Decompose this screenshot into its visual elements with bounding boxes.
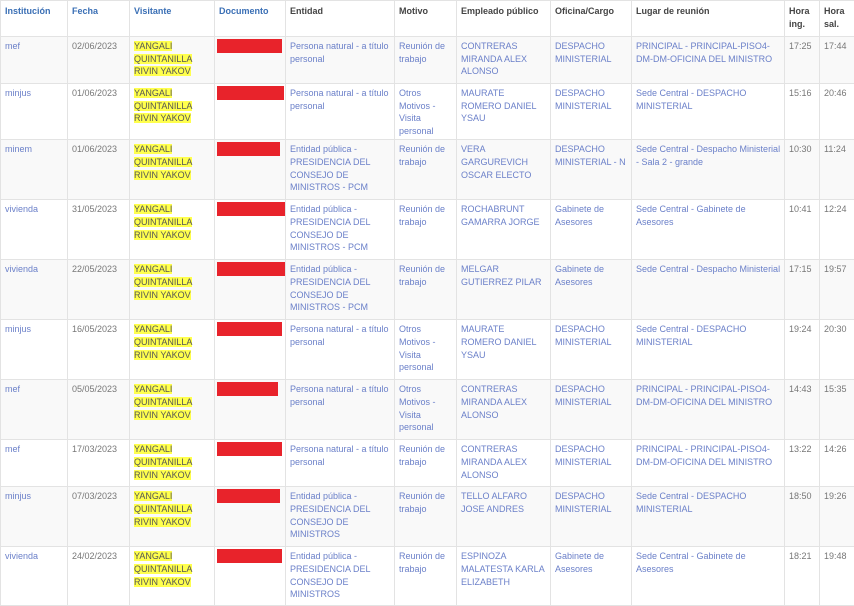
column-header-oficina: Oficina/Cargo <box>551 1 632 37</box>
document-cell <box>215 37 286 84</box>
institucion-cell[interactable]: minjus <box>1 84 68 140</box>
meeting-place-cell: Sede Central - DESPACHO MINISTERIAL <box>632 487 785 547</box>
reason-cell: Reunión de trabajo <box>395 547 457 606</box>
time-out-cell: 14:26 <box>820 440 854 487</box>
highlighted-visitor-name: YANGALI QUINTANILLA RIVIN YAKOV <box>134 384 192 419</box>
date-cell: 01/06/2023 <box>68 140 130 200</box>
employee-cell: MAURATE ROMERO DANIEL YSAU <box>457 84 551 140</box>
column-header-institucion[interactable]: Institución <box>1 1 68 37</box>
table-row <box>1 487 854 547</box>
time-in-cell: 18:50 <box>785 487 820 547</box>
entity-cell: Entidad pública - PRESIDENCIA DEL CONSEJO DE MINISTROS - PCM <box>286 260 395 320</box>
document-cell <box>215 487 286 547</box>
table-row <box>1 547 854 606</box>
office-cell: DESPACHO MINISTERIAL <box>551 380 632 440</box>
time-in-cell: 14:43 <box>785 380 820 440</box>
employee-cell: ROCHABRUNT GAMARRA JORGE <box>457 200 551 260</box>
document-cell <box>215 200 286 260</box>
highlighted-visitor-name: YANGALI QUINTANILLA RIVIN YAKOV <box>134 551 192 586</box>
document-cell <box>215 84 286 140</box>
employee-cell: CONTRERAS MIRANDA ALEX ALONSO <box>457 440 551 487</box>
entity-cell: Entidad pública - PRESIDENCIA DEL CONSEJO DE MINISTROS <box>286 547 395 606</box>
date-cell: 22/05/2023 <box>68 260 130 320</box>
redacted-document-block <box>217 39 282 53</box>
entity-cell: Entidad pública - PRESIDENCIA DEL CONSEJO DE MINISTROS - PCM <box>286 200 395 260</box>
date-cell: 16/05/2023 <box>68 320 130 380</box>
meeting-place-cell: Sede Central - DESPACHO MINISTERIAL <box>632 320 785 380</box>
entity-cell: Persona natural - a título personal <box>286 440 395 487</box>
visitor-name-cell <box>130 37 215 84</box>
entity-cell: Persona natural - a título personal <box>286 37 395 84</box>
employee-cell: VERA GARGUREVICH OSCAR ELECTO <box>457 140 551 200</box>
document-cell <box>215 140 286 200</box>
office-cell: Gabinete de Asesores <box>551 260 632 320</box>
institucion-cell[interactable]: vivienda <box>1 200 68 260</box>
time-out-cell: 15:35 <box>820 380 854 440</box>
visitor-name-cell <box>130 547 215 606</box>
column-header-visitante[interactable]: Visitante <box>130 1 215 37</box>
highlighted-visitor-name: YANGALI QUINTANILLA RIVIN YAKOV <box>134 324 192 359</box>
document-cell <box>215 320 286 380</box>
visitor-name-cell <box>130 260 215 320</box>
visitor-name-cell <box>130 487 215 547</box>
column-header-documento[interactable]: Documento <box>215 1 286 37</box>
date-cell: 24/02/2023 <box>68 547 130 606</box>
reason-cell: Reunión de trabajo <box>395 487 457 547</box>
date-cell: 07/03/2023 <box>68 487 130 547</box>
entity-cell: Persona natural - a título personal <box>286 320 395 380</box>
table-row <box>1 260 854 320</box>
office-cell: DESPACHO MINISTERIAL <box>551 487 632 547</box>
highlighted-visitor-name: YANGALI QUINTANILLA RIVIN YAKOV <box>134 491 192 526</box>
highlighted-visitor-name: YANGALI QUINTANILLA RIVIN YAKOV <box>134 264 192 299</box>
redacted-document-block <box>217 86 284 100</box>
time-out-cell: 12:24 <box>820 200 854 260</box>
highlighted-visitor-name: YANGALI QUINTANILLA RIVIN YAKOV <box>134 88 192 123</box>
employee-cell: MELGAR GUTIERREZ PILAR <box>457 260 551 320</box>
reason-cell: Reunión de trabajo <box>395 140 457 200</box>
column-header-empleado: Empleado público <box>457 1 551 37</box>
reason-cell: Otros Motivos - Visita personal <box>395 380 457 440</box>
time-out-cell: 17:44 <box>820 37 854 84</box>
reason-cell: Otros Motivos - Visita personal <box>395 320 457 380</box>
office-cell: DESPACHO MINISTERIAL - N <box>551 140 632 200</box>
redacted-document-block <box>217 382 278 396</box>
time-in-cell: 17:15 <box>785 260 820 320</box>
institucion-cell[interactable]: mef <box>1 380 68 440</box>
highlighted-visitor-name: YANGALI QUINTANILLA RIVIN YAKOV <box>134 444 192 479</box>
table-row <box>1 380 854 440</box>
visitor-name-cell <box>130 84 215 140</box>
institucion-cell[interactable]: mef <box>1 440 68 487</box>
redacted-document-block <box>217 489 280 503</box>
time-in-cell: 10:41 <box>785 200 820 260</box>
column-header-entidad: Entidad <box>286 1 395 37</box>
document-cell <box>215 440 286 487</box>
time-in-cell: 18:21 <box>785 547 820 606</box>
office-cell: Gabinete de Asesores <box>551 547 632 606</box>
entity-cell: Persona natural - a título personal <box>286 84 395 140</box>
table-header-row <box>1 1 854 37</box>
meeting-place-cell: PRINCIPAL - PRINCIPAL-PISO4-DM-DM-OFICINA DEL MINISTRO <box>632 440 785 487</box>
column-header-lugar: Lugar de reunión <box>632 1 785 37</box>
redacted-document-block <box>217 202 285 216</box>
highlighted-visitor-name: YANGALI QUINTANILLA RIVIN YAKOV <box>134 41 192 76</box>
reason-cell: Reunión de trabajo <box>395 200 457 260</box>
meeting-place-cell: PRINCIPAL - PRINCIPAL-PISO4-DM-DM-OFICINA DEL MINISTRO <box>632 37 785 84</box>
time-out-cell: 19:48 <box>820 547 854 606</box>
meeting-place-cell: Sede Central - Despacho Ministerial <box>632 260 785 320</box>
time-in-cell: 15:16 <box>785 84 820 140</box>
employee-cell: TELLO ALFARO JOSE ANDRES <box>457 487 551 547</box>
meeting-place-cell: Sede Central - DESPACHO MINISTERIAL <box>632 84 785 140</box>
highlighted-visitor-name: YANGALI QUINTANILLA RIVIN YAKOV <box>134 144 192 179</box>
office-cell: DESPACHO MINISTERIAL <box>551 84 632 140</box>
reason-cell: Reunión de trabajo <box>395 37 457 84</box>
column-header-fecha[interactable]: Fecha <box>68 1 130 37</box>
column-header-motivo: Motivo <box>395 1 457 37</box>
time-in-cell: 13:22 <box>785 440 820 487</box>
institucion-cell[interactable]: minjus <box>1 320 68 380</box>
table-row <box>1 200 854 260</box>
document-cell <box>215 380 286 440</box>
time-out-cell: 20:30 <box>820 320 854 380</box>
time-in-cell: 10:30 <box>785 140 820 200</box>
office-cell: DESPACHO MINISTERIAL <box>551 37 632 84</box>
meeting-place-cell: Sede Central - Gabinete de Asesores <box>632 200 785 260</box>
institucion-cell[interactable]: minjus <box>1 487 68 547</box>
time-out-cell: 19:57 <box>820 260 854 320</box>
time-in-cell: 19:24 <box>785 320 820 380</box>
visitor-name-cell <box>130 320 215 380</box>
meeting-place-cell: PRINCIPAL - PRINCIPAL-PISO4-DM-DM-OFICINA DEL MINISTRO <box>632 380 785 440</box>
reason-cell: Reunión de trabajo <box>395 260 457 320</box>
meeting-place-cell: Sede Central - Despacho Ministerial - Sala 2 - grande <box>632 140 785 200</box>
highlighted-visitor-name: YANGALI QUINTANILLA RIVIN YAKOV <box>134 204 192 239</box>
column-header-hora-salida: Hora sal. <box>820 1 854 37</box>
institucion-cell[interactable]: vivienda <box>1 547 68 606</box>
redacted-document-block <box>217 322 282 336</box>
redacted-document-block <box>217 549 282 563</box>
table-row <box>1 140 854 200</box>
date-cell: 01/06/2023 <box>68 84 130 140</box>
table-row <box>1 440 854 487</box>
document-cell <box>215 260 286 320</box>
redacted-document-block <box>217 442 282 456</box>
visitor-name-cell <box>130 200 215 260</box>
time-out-cell: 19:26 <box>820 487 854 547</box>
table-row <box>1 84 854 140</box>
reason-cell: Otros Motivos - Visita personal <box>395 84 457 140</box>
entity-cell: Entidad pública - PRESIDENCIA DEL CONSEJO DE MINISTROS - PCM <box>286 140 395 200</box>
office-cell: Gabinete de Asesores <box>551 200 632 260</box>
document-cell <box>215 547 286 606</box>
table-row <box>1 37 854 84</box>
employee-cell: MAURATE ROMERO DANIEL YSAU <box>457 320 551 380</box>
institucion-cell[interactable]: mef <box>1 37 68 84</box>
redacted-document-block <box>217 142 280 156</box>
reason-cell: Reunión de trabajo <box>395 440 457 487</box>
employee-cell: ESPINOZA MALATESTA KARLA ELIZABETH <box>457 547 551 606</box>
entity-cell: Persona natural - a título personal <box>286 380 395 440</box>
date-cell: 05/05/2023 <box>68 380 130 440</box>
institucion-cell[interactable]: vivienda <box>1 260 68 320</box>
time-out-cell: 20:46 <box>820 84 854 140</box>
visitor-name-cell <box>130 140 215 200</box>
employee-cell: CONTRERAS MIRANDA ALEX ALONSO <box>457 380 551 440</box>
entity-cell: Entidad pública - PRESIDENCIA DEL CONSEJO DE MINISTROS <box>286 487 395 547</box>
time-out-cell: 11:24 <box>820 140 854 200</box>
date-cell: 17/03/2023 <box>68 440 130 487</box>
visitor-name-cell <box>130 380 215 440</box>
date-cell: 31/05/2023 <box>68 200 130 260</box>
office-cell: DESPACHO MINISTERIAL <box>551 440 632 487</box>
date-cell: 02/06/2023 <box>68 37 130 84</box>
employee-cell: CONTRERAS MIRANDA ALEX ALONSO <box>457 37 551 84</box>
visitor-name-cell <box>130 440 215 487</box>
table-row <box>1 320 854 380</box>
institucion-cell[interactable]: minem <box>1 140 68 200</box>
meeting-place-cell: Sede Central - Gabinete de Asesores <box>632 547 785 606</box>
redacted-document-block <box>217 262 285 276</box>
office-cell: DESPACHO MINISTERIAL <box>551 320 632 380</box>
column-header-hora-ingreso: Hora ing. <box>785 1 820 37</box>
time-in-cell: 17:25 <box>785 37 820 84</box>
